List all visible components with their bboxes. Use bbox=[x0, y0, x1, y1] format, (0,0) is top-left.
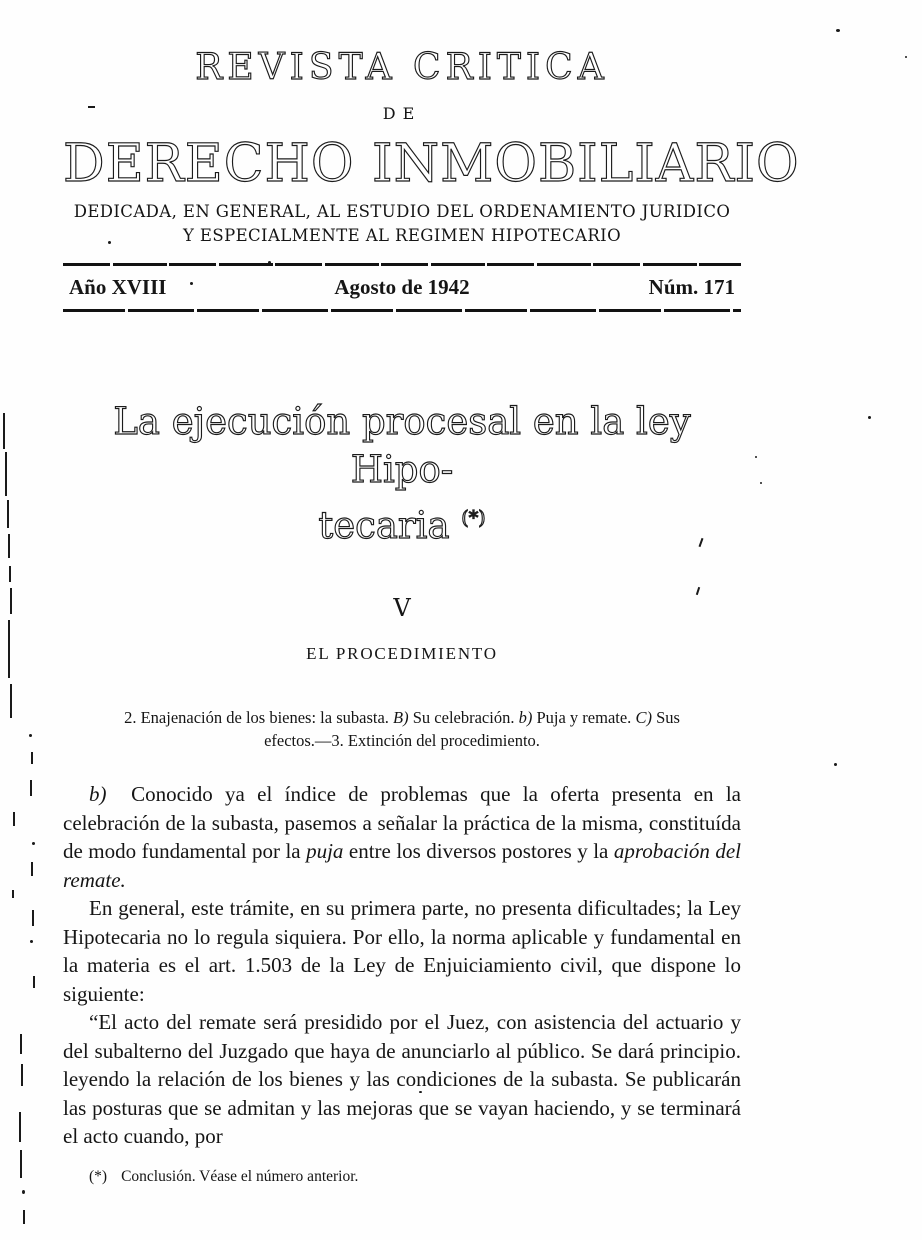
footnote-mark: (*) bbox=[89, 1167, 108, 1185]
scan-speck bbox=[905, 56, 907, 58]
section-heading: EL PROCEDIMIENTO bbox=[306, 644, 498, 663]
scan-line-artifact bbox=[13, 812, 15, 826]
footnote-text: Conclusión. Véase el número anterior. bbox=[121, 1167, 359, 1185]
scan-line-artifact bbox=[21, 1064, 23, 1086]
journal-title: REVISTA CRITICA bbox=[195, 47, 609, 88]
article-title-line2: tecaria bbox=[318, 504, 450, 547]
journal-dedication-line2: Y ESPECIALMENTE AL REGIMEN HIPOTECARIO bbox=[182, 226, 622, 245]
footnote-reference-mark: (*) bbox=[461, 507, 486, 529]
journal-dedication-line1: DEDICADA, EN GENERAL, AL ESTUDIO DEL ORDENAMIENTO JURIDICO bbox=[73, 202, 731, 221]
scan-line-artifact bbox=[8, 620, 10, 678]
article-title bbox=[63, 398, 741, 550]
issue-bar bbox=[63, 266, 741, 309]
issue-number: Núm. 171 bbox=[648, 275, 735, 299]
scan-line-artifact bbox=[31, 862, 33, 876]
scan-line-artifact bbox=[33, 976, 35, 988]
scan-line-artifact bbox=[9, 566, 11, 582]
scan-line-artifact bbox=[12, 890, 14, 898]
scan-speck bbox=[760, 482, 762, 484]
abstract-line1: 2. Enajenación de los bienes: la subasta. B) Su celebración. b) Puja y remate. C) Sus bbox=[124, 708, 680, 727]
scan-speck bbox=[755, 456, 757, 458]
scan-line-artifact bbox=[7, 500, 9, 528]
scan-speck bbox=[29, 734, 32, 737]
scan-speck bbox=[30, 940, 33, 943]
issue-date: Agosto de 1942 bbox=[334, 275, 470, 299]
scan-speck bbox=[22, 1190, 25, 1194]
scan-speck bbox=[868, 416, 871, 419]
scan-line-artifact bbox=[10, 588, 12, 614]
article-abstract bbox=[63, 706, 741, 752]
scan-line-artifact bbox=[20, 1034, 22, 1054]
scan-line-artifact bbox=[8, 534, 10, 558]
section-number: V bbox=[393, 594, 411, 622]
article-title-line1: La ejecución procesal en la ley Hipo- bbox=[113, 400, 691, 491]
scan-line-artifact bbox=[3, 413, 5, 449]
paragraph: “El acto del remate será presidido por el Juez, con asistencia del actuario y del subalterno del Juzgado que haya de anunciarlo al público. Se dará principio. leyendo la relación de los bienes y las condiciones de la subasta. Se publicarán las posturas que se admitan y las mejoras que se vayan haciendo, y se terminará el acto cuando, por bbox=[63, 1010, 741, 1148]
scan-speck bbox=[834, 763, 837, 766]
paragraph: b) Conocido ya el índice de problemas que la oferta presenta en la celebración de la subasta, pasemos a señalar la práctica de la misma, constituída de modo fundamental por la puja entre los diversos postores y la aprobación del remate. bbox=[63, 782, 741, 892]
scan-line-artifact bbox=[23, 1210, 25, 1224]
journal-dedication bbox=[63, 200, 741, 248]
abstract-line2: efectos.—3. Extinción del procedimiento. bbox=[264, 731, 540, 750]
scan-line-artifact bbox=[19, 1112, 21, 1142]
paragraph: En general, este trámite, en su primera parte, no presenta dificultades; la Ley Hipotecaria no lo regula siquiera. Por ello, la norma aplicable y fundamental en la materia es el art. 1.503 de la Ley de Enjuiciamiento civil, que dispone lo siguiente: bbox=[63, 896, 741, 1006]
journal-title-de: DE bbox=[382, 104, 422, 123]
masthead bbox=[63, 0, 800, 248]
scan-line-artifact bbox=[10, 684, 12, 718]
scan-speck bbox=[836, 29, 840, 32]
scan-line-artifact bbox=[32, 910, 34, 926]
journal-title-main: DERECHO INMOBILIARIO bbox=[63, 134, 800, 194]
divider-rule-bottom bbox=[63, 309, 741, 312]
scan-line-artifact bbox=[31, 752, 33, 764]
scan-speck bbox=[32, 842, 35, 845]
scan-line-artifact bbox=[20, 1150, 22, 1178]
article-body bbox=[63, 780, 741, 1151]
scan-line-artifact bbox=[30, 780, 32, 796]
article bbox=[63, 398, 741, 1187]
issue-year: Año XVIII bbox=[69, 275, 167, 299]
scan-line-artifact bbox=[5, 452, 7, 496]
footnote bbox=[63, 1167, 741, 1187]
